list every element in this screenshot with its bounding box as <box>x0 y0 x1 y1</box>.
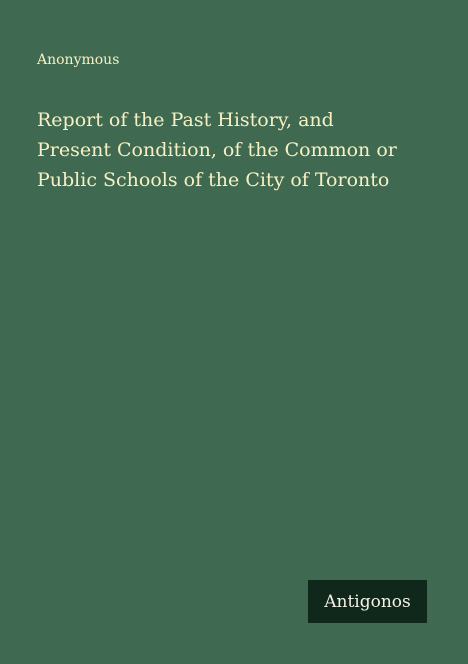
title-line-3: Public Schools of the City of Toronto <box>37 169 390 191</box>
author-name: Anonymous <box>37 52 120 68</box>
publisher-badge <box>308 580 427 623</box>
title-line-1: Report of the Past History, and <box>37 109 334 131</box>
title-line-2: Present Condition, of the Common or <box>37 139 397 161</box>
book-title <box>37 105 457 195</box>
publisher-name: Antigonos <box>324 591 411 612</box>
